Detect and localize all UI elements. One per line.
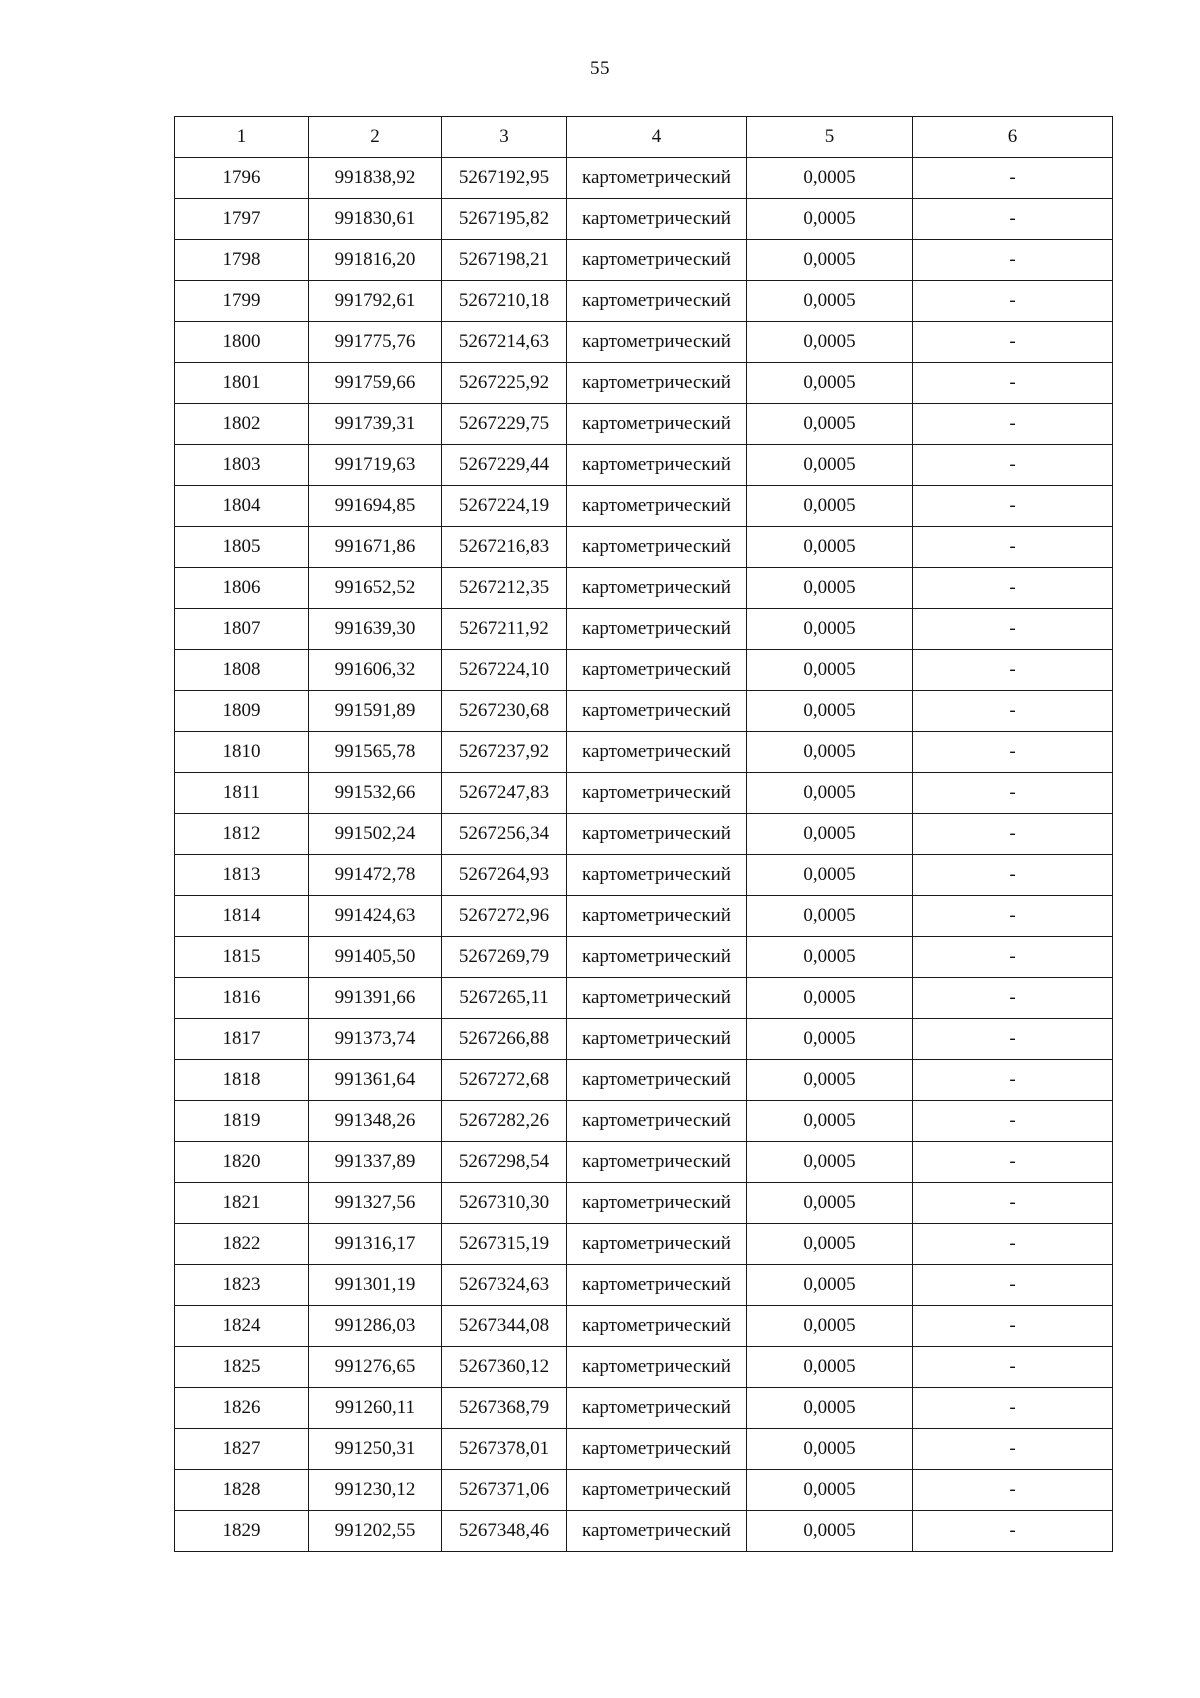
x-coordinate-cell: 991830,61 [309, 199, 442, 240]
accuracy-cell: 0,0005 [747, 691, 913, 732]
note-cell: - [913, 240, 1113, 281]
method-cell: картометрический [567, 1388, 747, 1429]
table-row [175, 1306, 1113, 1347]
note-cell: - [913, 1429, 1113, 1470]
method-cell: картометрический [567, 1224, 747, 1265]
note-cell: - [913, 1306, 1113, 1347]
point-number-cell: 1825 [175, 1347, 309, 1388]
x-coordinate-cell: 991260,11 [309, 1388, 442, 1429]
point-number-cell: 1818 [175, 1060, 309, 1101]
x-coordinate-cell: 991838,92 [309, 158, 442, 199]
point-number-cell: 1820 [175, 1142, 309, 1183]
y-coordinate-cell: 5267324,63 [442, 1265, 567, 1306]
point-number-cell: 1799 [175, 281, 309, 322]
accuracy-cell: 0,0005 [747, 527, 913, 568]
point-number-cell: 1812 [175, 814, 309, 855]
table-row [175, 1388, 1113, 1429]
point-number-cell: 1801 [175, 363, 309, 404]
note-cell: - [913, 1183, 1113, 1224]
x-coordinate-cell: 991775,76 [309, 322, 442, 363]
point-number-cell: 1808 [175, 650, 309, 691]
y-coordinate-cell: 5267269,79 [442, 937, 567, 978]
table-row [175, 1142, 1113, 1183]
x-coordinate-cell: 991816,20 [309, 240, 442, 281]
point-number-cell: 1822 [175, 1224, 309, 1265]
x-coordinate-cell: 991694,85 [309, 486, 442, 527]
y-coordinate-cell: 5267229,75 [442, 404, 567, 445]
x-coordinate-cell: 991405,50 [309, 937, 442, 978]
accuracy-cell: 0,0005 [747, 896, 913, 937]
y-coordinate-cell: 5267212,35 [442, 568, 567, 609]
accuracy-cell: 0,0005 [747, 855, 913, 896]
table-row [175, 1224, 1113, 1265]
accuracy-cell: 0,0005 [747, 609, 913, 650]
y-coordinate-cell: 5267216,83 [442, 527, 567, 568]
accuracy-cell: 0,0005 [747, 814, 913, 855]
column-header: 3 [442, 117, 567, 158]
accuracy-cell: 0,0005 [747, 1183, 913, 1224]
method-cell: картометрический [567, 486, 747, 527]
table-row [175, 896, 1113, 937]
table-row [175, 568, 1113, 609]
method-cell: картометрический [567, 281, 747, 322]
accuracy-cell: 0,0005 [747, 732, 913, 773]
table-row [175, 937, 1113, 978]
table-row [175, 1429, 1113, 1470]
accuracy-cell: 0,0005 [747, 937, 913, 978]
accuracy-cell: 0,0005 [747, 1265, 913, 1306]
y-coordinate-cell: 5267224,10 [442, 650, 567, 691]
method-cell: картометрический [567, 691, 747, 732]
note-cell: - [913, 1142, 1113, 1183]
x-coordinate-cell: 991316,17 [309, 1224, 442, 1265]
note-cell: - [913, 1265, 1113, 1306]
point-number-cell: 1817 [175, 1019, 309, 1060]
note-cell: - [913, 486, 1113, 527]
accuracy-cell: 0,0005 [747, 1224, 913, 1265]
page-number: 55 [590, 58, 610, 79]
note-cell: - [913, 199, 1113, 240]
y-coordinate-cell: 5267282,26 [442, 1101, 567, 1142]
table-row [175, 773, 1113, 814]
x-coordinate-cell: 991337,89 [309, 1142, 442, 1183]
y-coordinate-cell: 5267230,68 [442, 691, 567, 732]
y-coordinate-cell: 5267368,79 [442, 1388, 567, 1429]
note-cell: - [913, 814, 1113, 855]
method-cell: картометрический [567, 445, 747, 486]
point-number-cell: 1823 [175, 1265, 309, 1306]
note-cell: - [913, 1019, 1113, 1060]
accuracy-cell: 0,0005 [747, 1347, 913, 1388]
method-cell: картометрический [567, 404, 747, 445]
note-cell: - [913, 609, 1113, 650]
y-coordinate-cell: 5267265,11 [442, 978, 567, 1019]
x-coordinate-cell: 991606,32 [309, 650, 442, 691]
table-row [175, 404, 1113, 445]
note-cell: - [913, 732, 1113, 773]
y-coordinate-cell: 5267225,92 [442, 363, 567, 404]
point-number-cell: 1797 [175, 199, 309, 240]
x-coordinate-cell: 991591,89 [309, 691, 442, 732]
accuracy-cell: 0,0005 [747, 363, 913, 404]
y-coordinate-cell: 5267237,92 [442, 732, 567, 773]
method-cell: картометрический [567, 650, 747, 691]
table-row [175, 1101, 1113, 1142]
x-coordinate-cell: 991472,78 [309, 855, 442, 896]
y-coordinate-cell: 5267224,19 [442, 486, 567, 527]
column-header: 6 [913, 117, 1113, 158]
table-row [175, 1470, 1113, 1511]
note-cell: - [913, 1511, 1113, 1552]
column-header: 4 [567, 117, 747, 158]
note-cell: - [913, 281, 1113, 322]
accuracy-cell: 0,0005 [747, 1470, 913, 1511]
point-number-cell: 1829 [175, 1511, 309, 1552]
table-row [175, 609, 1113, 650]
point-number-cell: 1803 [175, 445, 309, 486]
column-header: 2 [309, 117, 442, 158]
y-coordinate-cell: 5267378,01 [442, 1429, 567, 1470]
point-number-cell: 1814 [175, 896, 309, 937]
accuracy-cell: 0,0005 [747, 1511, 913, 1552]
point-number-cell: 1813 [175, 855, 309, 896]
x-coordinate-cell: 991671,86 [309, 527, 442, 568]
point-number-cell: 1809 [175, 691, 309, 732]
y-coordinate-cell: 5267214,63 [442, 322, 567, 363]
note-cell: - [913, 1470, 1113, 1511]
note-cell: - [913, 158, 1113, 199]
point-number-cell: 1824 [175, 1306, 309, 1347]
accuracy-cell: 0,0005 [747, 1429, 913, 1470]
table-row [175, 814, 1113, 855]
point-number-cell: 1826 [175, 1388, 309, 1429]
accuracy-cell: 0,0005 [747, 1019, 913, 1060]
accuracy-cell: 0,0005 [747, 486, 913, 527]
point-number-cell: 1828 [175, 1470, 309, 1511]
note-cell: - [913, 773, 1113, 814]
note-cell: - [913, 1347, 1113, 1388]
y-coordinate-cell: 5267264,93 [442, 855, 567, 896]
table-row [175, 322, 1113, 363]
x-coordinate-cell: 991361,64 [309, 1060, 442, 1101]
note-cell: - [913, 1101, 1113, 1142]
point-number-cell: 1798 [175, 240, 309, 281]
x-coordinate-cell: 991792,61 [309, 281, 442, 322]
x-coordinate-cell: 991739,31 [309, 404, 442, 445]
accuracy-cell: 0,0005 [747, 281, 913, 322]
x-coordinate-cell: 991348,26 [309, 1101, 442, 1142]
method-cell: картометрический [567, 1142, 747, 1183]
method-cell: картометрический [567, 527, 747, 568]
accuracy-cell: 0,0005 [747, 1388, 913, 1429]
accuracy-cell: 0,0005 [747, 158, 913, 199]
x-coordinate-cell: 991286,03 [309, 1306, 442, 1347]
table-row [175, 486, 1113, 527]
method-cell: картометрический [567, 937, 747, 978]
method-cell: картометрический [567, 1101, 747, 1142]
y-coordinate-cell: 5267192,95 [442, 158, 567, 199]
table-row [175, 281, 1113, 322]
method-cell: картометрический [567, 1511, 747, 1552]
point-number-cell: 1816 [175, 978, 309, 1019]
y-coordinate-cell: 5267360,12 [442, 1347, 567, 1388]
y-coordinate-cell: 5267198,21 [442, 240, 567, 281]
method-cell: картометрический [567, 896, 747, 937]
method-cell: картометрический [567, 732, 747, 773]
x-coordinate-cell: 991230,12 [309, 1470, 442, 1511]
y-coordinate-cell: 5267266,88 [442, 1019, 567, 1060]
accuracy-cell: 0,0005 [747, 240, 913, 281]
note-cell: - [913, 404, 1113, 445]
method-cell: картометрический [567, 609, 747, 650]
method-cell: картометрический [567, 814, 747, 855]
table-row [175, 1265, 1113, 1306]
method-cell: картометрический [567, 1470, 747, 1511]
x-coordinate-cell: 991391,66 [309, 978, 442, 1019]
point-number-cell: 1827 [175, 1429, 309, 1470]
column-header: 5 [747, 117, 913, 158]
note-cell: - [913, 1224, 1113, 1265]
point-number-cell: 1810 [175, 732, 309, 773]
x-coordinate-cell: 991639,30 [309, 609, 442, 650]
point-number-cell: 1806 [175, 568, 309, 609]
point-number-cell: 1811 [175, 773, 309, 814]
method-cell: картометрический [567, 363, 747, 404]
method-cell: картометрический [567, 1306, 747, 1347]
table-header [175, 117, 1113, 158]
table-row [175, 650, 1113, 691]
x-coordinate-cell: 991424,63 [309, 896, 442, 937]
accuracy-cell: 0,0005 [747, 1101, 913, 1142]
method-cell: картометрический [567, 240, 747, 281]
y-coordinate-cell: 5267211,92 [442, 609, 567, 650]
x-coordinate-cell: 991502,24 [309, 814, 442, 855]
method-cell: картометрический [567, 773, 747, 814]
accuracy-cell: 0,0005 [747, 978, 913, 1019]
table-row [175, 240, 1113, 281]
y-coordinate-cell: 5267210,18 [442, 281, 567, 322]
y-coordinate-cell: 5267315,19 [442, 1224, 567, 1265]
accuracy-cell: 0,0005 [747, 322, 913, 363]
y-coordinate-cell: 5267247,83 [442, 773, 567, 814]
coordinates-table [174, 116, 1113, 1552]
x-coordinate-cell: 991759,66 [309, 363, 442, 404]
table-row [175, 199, 1113, 240]
y-coordinate-cell: 5267371,06 [442, 1470, 567, 1511]
accuracy-cell: 0,0005 [747, 1060, 913, 1101]
note-cell: - [913, 937, 1113, 978]
accuracy-cell: 0,0005 [747, 650, 913, 691]
y-coordinate-cell: 5267256,34 [442, 814, 567, 855]
x-coordinate-cell: 991565,78 [309, 732, 442, 773]
y-coordinate-cell: 5267272,96 [442, 896, 567, 937]
table-row [175, 445, 1113, 486]
table-row [175, 1183, 1113, 1224]
method-cell: картометрический [567, 199, 747, 240]
method-cell: картометрический [567, 1429, 747, 1470]
note-cell: - [913, 363, 1113, 404]
note-cell: - [913, 322, 1113, 363]
point-number-cell: 1807 [175, 609, 309, 650]
x-coordinate-cell: 991652,52 [309, 568, 442, 609]
note-cell: - [913, 691, 1113, 732]
method-cell: картометрический [567, 1060, 747, 1101]
note-cell: - [913, 445, 1113, 486]
x-coordinate-cell: 991301,19 [309, 1265, 442, 1306]
note-cell: - [913, 978, 1113, 1019]
method-cell: картометрический [567, 1347, 747, 1388]
y-coordinate-cell: 5267298,54 [442, 1142, 567, 1183]
y-coordinate-cell: 5267348,46 [442, 1511, 567, 1552]
method-cell: картометрический [567, 1183, 747, 1224]
point-number-cell: 1805 [175, 527, 309, 568]
table-row [175, 1511, 1113, 1552]
table-row [175, 158, 1113, 199]
table-row [175, 527, 1113, 568]
table-row [175, 691, 1113, 732]
table-row [175, 732, 1113, 773]
method-cell: картометрический [567, 568, 747, 609]
table-row [175, 1019, 1113, 1060]
x-coordinate-cell: 991250,31 [309, 1429, 442, 1470]
point-number-cell: 1819 [175, 1101, 309, 1142]
x-coordinate-cell: 991327,56 [309, 1183, 442, 1224]
table-row [175, 978, 1113, 1019]
x-coordinate-cell: 991719,63 [309, 445, 442, 486]
accuracy-cell: 0,0005 [747, 404, 913, 445]
method-cell: картометрический [567, 322, 747, 363]
table-body [175, 158, 1113, 1552]
accuracy-cell: 0,0005 [747, 773, 913, 814]
note-cell: - [913, 1388, 1113, 1429]
point-number-cell: 1796 [175, 158, 309, 199]
table-row [175, 855, 1113, 896]
accuracy-cell: 0,0005 [747, 199, 913, 240]
point-number-cell: 1802 [175, 404, 309, 445]
note-cell: - [913, 1060, 1113, 1101]
accuracy-cell: 0,0005 [747, 445, 913, 486]
point-number-cell: 1815 [175, 937, 309, 978]
y-coordinate-cell: 5267195,82 [442, 199, 567, 240]
note-cell: - [913, 568, 1113, 609]
method-cell: картометрический [567, 855, 747, 896]
y-coordinate-cell: 5267310,30 [442, 1183, 567, 1224]
method-cell: картометрический [567, 1265, 747, 1306]
y-coordinate-cell: 5267272,68 [442, 1060, 567, 1101]
y-coordinate-cell: 5267229,44 [442, 445, 567, 486]
table-row [175, 1060, 1113, 1101]
point-number-cell: 1804 [175, 486, 309, 527]
x-coordinate-cell: 991276,65 [309, 1347, 442, 1388]
method-cell: картометрический [567, 158, 747, 199]
method-cell: картометрический [567, 1019, 747, 1060]
note-cell: - [913, 855, 1113, 896]
point-number-cell: 1821 [175, 1183, 309, 1224]
column-header: 1 [175, 117, 309, 158]
table-row [175, 363, 1113, 404]
x-coordinate-cell: 991202,55 [309, 1511, 442, 1552]
y-coordinate-cell: 5267344,08 [442, 1306, 567, 1347]
point-number-cell: 1800 [175, 322, 309, 363]
accuracy-cell: 0,0005 [747, 1306, 913, 1347]
header-row [175, 117, 1113, 158]
note-cell: - [913, 896, 1113, 937]
table-row [175, 1347, 1113, 1388]
note-cell: - [913, 527, 1113, 568]
accuracy-cell: 0,0005 [747, 568, 913, 609]
x-coordinate-cell: 991373,74 [309, 1019, 442, 1060]
x-coordinate-cell: 991532,66 [309, 773, 442, 814]
note-cell: - [913, 650, 1113, 691]
method-cell: картометрический [567, 978, 747, 1019]
accuracy-cell: 0,0005 [747, 1142, 913, 1183]
